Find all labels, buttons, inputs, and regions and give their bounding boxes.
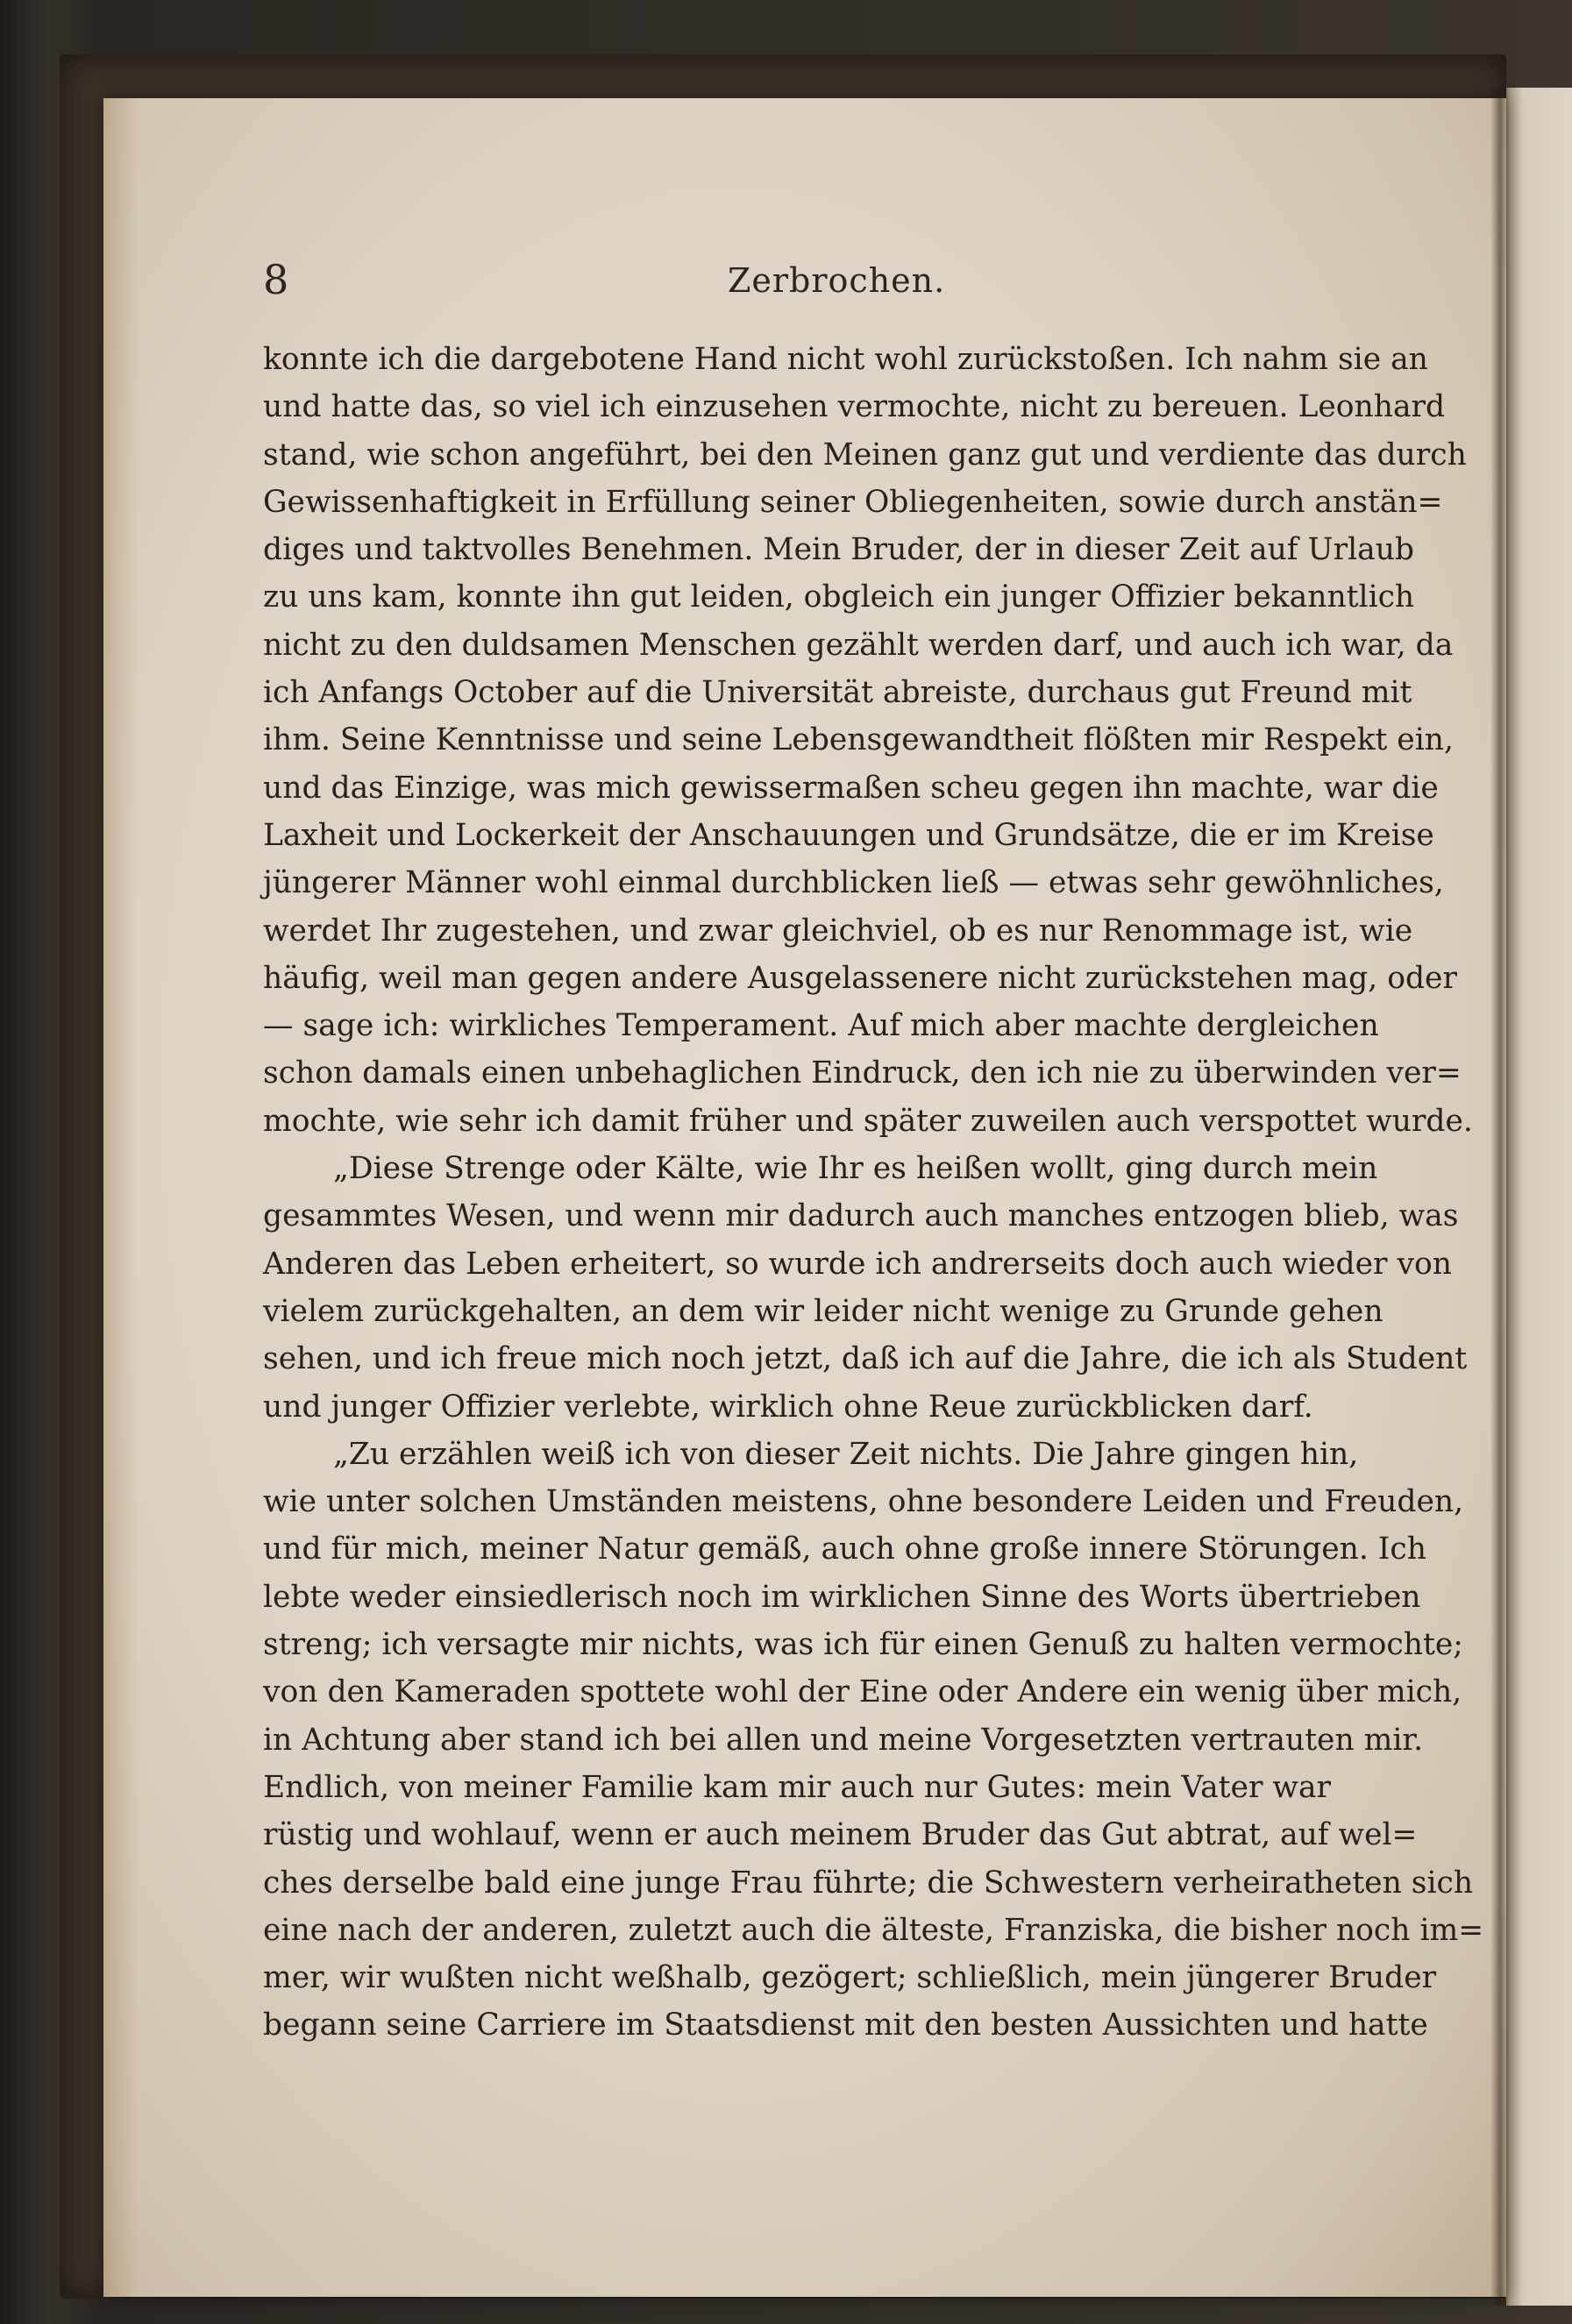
text-line: konnte ich die dargebotene Hand nicht wohl zurückstoßen. Ich nahm sie an — [263, 342, 1428, 377]
text-line: mer, wir wußten nicht weßhalb, gezögert; schließlich, mein jüngerer Bruder — [263, 1960, 1437, 1996]
text-line: wie unter solchen Umständen meistens, ohne besondere Leiden und Freuden, — [263, 1484, 1464, 1520]
page-header — [263, 256, 1315, 309]
text-line: und das Einzige, was mich gewissermaßen scheu gegen ihn machte, war die — [263, 770, 1439, 806]
page-number: 8 — [263, 256, 289, 303]
text-line: ihm. Seine Kenntnisse und seine Lebensgewandtheit flößten mir Respekt ein, — [263, 722, 1454, 758]
facing-page-edge — [1506, 88, 1572, 2306]
text-line: zu uns kam, konnte ihn gut leiden, obgleich ein junger Offizier bekanntlich — [263, 579, 1415, 615]
text-line: und für mich, meiner Natur gemäß, auch ohne große innere Störungen. Ich — [263, 1532, 1426, 1567]
book-gutter — [1490, 88, 1510, 2306]
text-line: in Achtung aber stand ich bei allen und meine Vorgesetzten vertrauten mir. — [263, 1722, 1424, 1758]
text-line: häufig, weil man gegen andere Ausgelassenere nicht zurückstehen mag, oder — [263, 960, 1457, 996]
text-line: streng; ich versagte mir nichts, was ich für einen Genuß zu halten vermochte; — [263, 1627, 1463, 1663]
text-line: und hatte das, so viel ich einzusehen vermochte, nicht zu bereuen. Leonhard — [263, 389, 1446, 425]
text-line: Endlich, von meiner Familie kam mir auch nur Gutes: mein Vater war — [263, 1769, 1332, 1805]
text-line: werdet Ihr zugestehen, und zwar gleichviel, ob es nur Renommage ist, wie — [263, 913, 1413, 949]
text-line: Anderen das Leben erheitert, so wurde ich andrerseits doch auch wieder von — [263, 1246, 1452, 1282]
text-line: und junger Offizier verlebte, wirklich ohne Reue zurückblicken darf. — [263, 1389, 1313, 1425]
text-line: lebte weder einsiedlerisch noch im wirklichen Sinne des Worts übertrieben — [263, 1579, 1421, 1615]
text-line: ich Anfangs October auf die Universität abreiste, durchaus gut Freund mit — [263, 675, 1412, 711]
text-line: diges und taktvolles Benehmen. Mein Bruder, der in dieser Zeit auf Urlaub — [263, 532, 1415, 568]
text-line: nicht zu den duldsamen Menschen gezählt werden darf, und auch ich war, da — [263, 627, 1454, 663]
text-line: gesammtes Wesen, und wenn mir dadurch auch manches entzogen blieb, was — [263, 1198, 1459, 1234]
running-title: Zerbrochen. — [728, 261, 946, 300]
text-line: „Diese Strenge oder Kälte, wie Ihr es heißen wollt, ging durch mein — [333, 1151, 1378, 1187]
text-line: stand, wie schon angeführt, bei den Meinen ganz gut und verdiente das durch — [263, 437, 1467, 473]
text-line: schon damals einen unbehaglichen Eindruck, den ich nie zu überwinden ver= — [263, 1055, 1462, 1091]
text-line: begann seine Carriere im Staatsdienst mit den besten Aussichten und hatte — [263, 2008, 1428, 2043]
text-line: rüstig und wohlauf, wenn er auch meinem Bruder das Gut abtrat, auf wel= — [263, 1817, 1418, 1853]
text-line: — sage ich: wirkliches Temperament. Auf mich aber machte dergleichen — [263, 1008, 1379, 1044]
text-line: eine nach der anderen, zuletzt auch die älteste, Franziska, die bisher noch im= — [263, 1912, 1484, 1948]
text-line: Gewissenhaftigkeit in Erfüllung seiner Obliegenheiten, sowie durch anstän= — [263, 484, 1443, 520]
text-line: Laxheit und Lockerkeit der Anschauungen und Grundsätze, die er im Kreise — [263, 817, 1434, 853]
text-line: ches derselbe bald eine junge Frau führte; die Schwestern verheiratheten sich — [263, 1865, 1474, 1901]
text-line: vielem zurückgehalten, an dem wir leider nicht wenige zu Grunde gehen — [263, 1293, 1384, 1329]
text-line: mochte, wie sehr ich damit früher und später zuweilen auch verspottet wurde. — [263, 1103, 1473, 1139]
body-text — [263, 336, 1484, 2050]
text-line: von den Kameraden spottete wohl der Eine oder Andere ein wenig über mich, — [263, 1674, 1462, 1710]
text-line: „Zu erzählen weiß ich von dieser Zeit nichts. Die Jahre gingen hin, — [333, 1436, 1359, 1472]
text-line: sehen, und ich freue mich noch jetzt, daß ich auf die Jahre, die ich als Student — [263, 1341, 1468, 1377]
text-line: jüngerer Männer wohl einmal durchblicken ließ — etwas sehr gewöhnliches, — [263, 865, 1444, 901]
